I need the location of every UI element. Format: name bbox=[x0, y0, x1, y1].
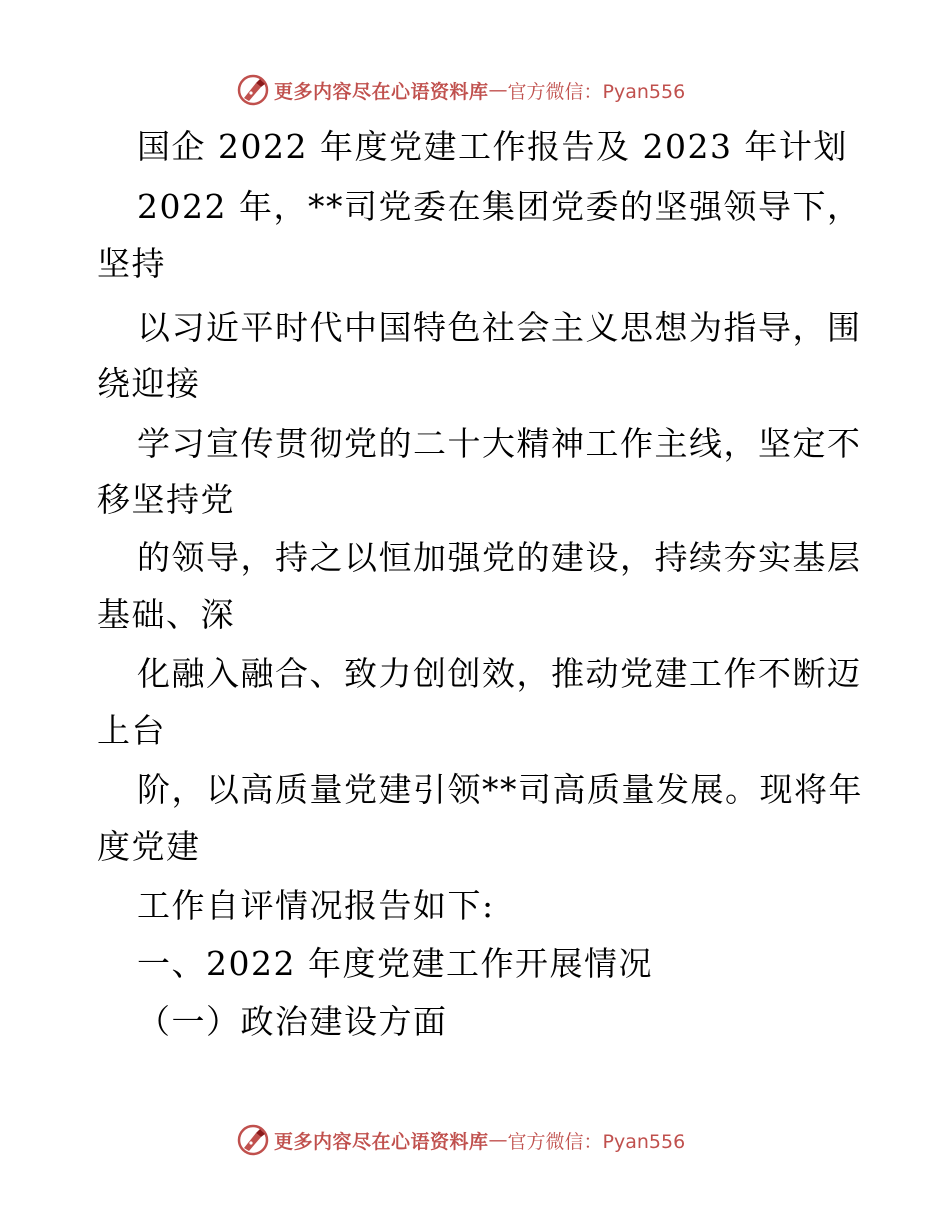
watermark-dash: — bbox=[488, 79, 508, 101]
watermark-official: 官方微信：Pyan556 bbox=[507, 80, 686, 103]
paragraph-line: 阶，以高质量党建引领**司高质量发展。现将年 bbox=[137, 770, 863, 809]
watermark-official: 官方微信：Pyan556 bbox=[507, 1130, 686, 1153]
paragraph-line: 工作自评情况报告如下: bbox=[137, 886, 495, 925]
watermark-dash: — bbox=[488, 1129, 508, 1151]
paragraph-line: 以习近平时代中国特色社会主义思想为指导，围 bbox=[137, 308, 862, 347]
watermark-header bbox=[236, 72, 685, 108]
watermark-text: 更多内容尽在心语资料库 bbox=[274, 80, 489, 103]
pen-nib-logo-icon bbox=[236, 73, 270, 107]
paragraph-line: 的领导，持之以恒加强党的建设，持续夯实基层 bbox=[137, 538, 862, 577]
paragraph-line: 学习宣传贯彻党的二十大精神工作主线，坚定不 bbox=[137, 424, 862, 463]
watermark-text: 更多内容尽在心语资料库 bbox=[274, 1130, 489, 1153]
paragraph-line: 坚持 bbox=[97, 244, 166, 283]
subsection-heading: （一）政治建设方面 bbox=[137, 1002, 448, 1041]
paragraph-line: 上台 bbox=[97, 711, 166, 750]
pen-nib-logo-icon bbox=[236, 1123, 270, 1157]
section-heading: 一、2022 年度党建工作开展情况 bbox=[137, 944, 653, 983]
paragraph-line: 化融入融合、致力创创效，推动党建工作不断迈 bbox=[137, 654, 862, 693]
paragraph-line: 基础、深 bbox=[97, 595, 235, 634]
watermark-footer bbox=[236, 1122, 685, 1158]
paragraph-line: 绕迎接 bbox=[97, 364, 201, 403]
document-title: 国企 2022 年度党建工作报告及 2023 年计划 bbox=[137, 127, 848, 166]
paragraph-line: 度党建 bbox=[97, 827, 201, 866]
paragraph-line: 移坚持党 bbox=[97, 480, 235, 519]
paragraph-line: 2022 年，**司党委在集团党委的坚强领导下， bbox=[137, 187, 862, 226]
